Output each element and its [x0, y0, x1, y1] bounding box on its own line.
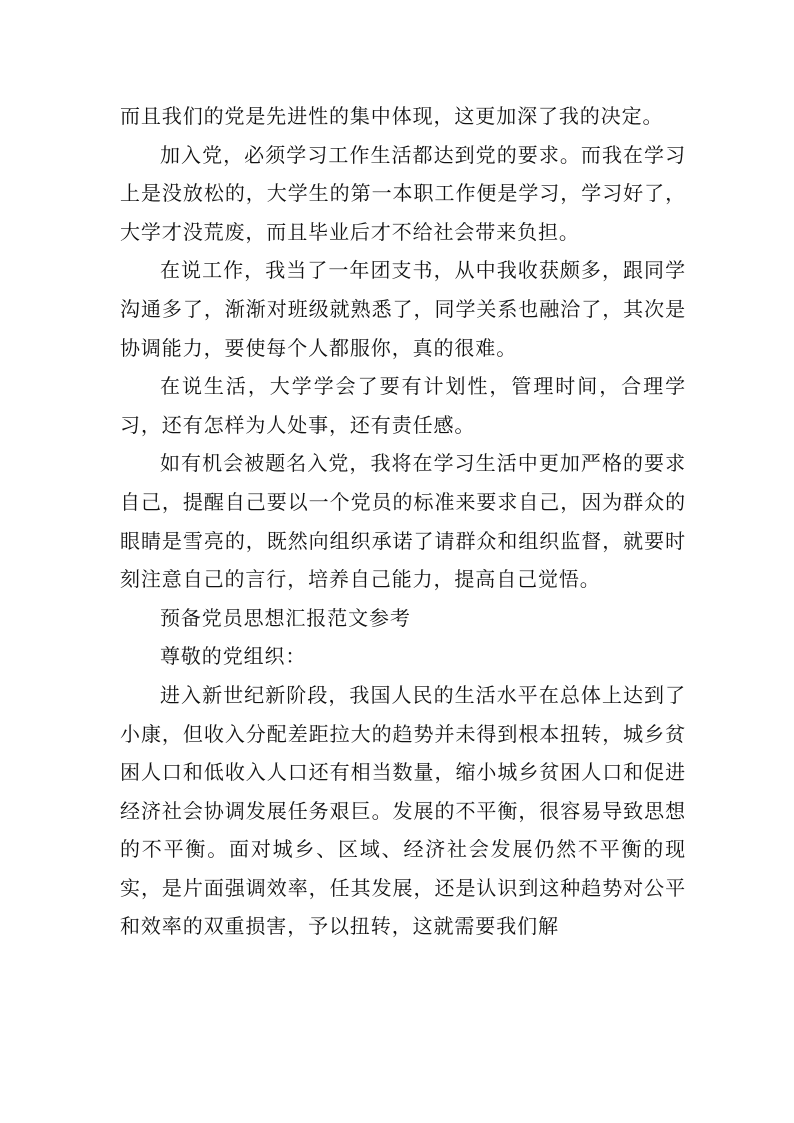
paragraph-4: 在说生活，大学学会了要有计划性，管理时间，合理学习，还有怎样为人处事，还有责任感。 — [120, 374, 686, 437]
paragraph-6: 进入新世纪新阶段，我国人民的生活水平在总体上达到了小康，但收入分配差距拉大的趋势并未得到根本扭转，城乡贫困人口和低收入人口还有相当数量，缩小城乡贫困人口和促进经济社会协调发展任务艰巨。发展的不平衡，很容易导致思想的不平衡。面对城乡、区域、经济社会发展仍然不平衡的现实，是片面强调效率，任其发展，还是认识到这种趋势对公平和效率的双重损害，予以扭转，这就需要我们解 — [120, 682, 686, 939]
paragraph-1: 而且我们的党是先进性的集中体现，这更加深了我的决定。 — [120, 104, 664, 128]
salutation: 尊敬的党组织： — [160, 644, 307, 669]
paragraph-2: 加入党，必须学习工作生活都达到党的要求。而我在学习上是没放松的，大学生的第一本职工作便是学习，学习好了，大学才没荒废，而且毕业后才不给社会带来负担。 — [120, 142, 686, 244]
document-body — [120, 97, 686, 946]
paragraph-5: 如有机会被题名入党，我将在学习生活中更加严格的要求自己，提醒自己要以一个党员的标准来要求自己，因为群众的眼睛是雪亮的，既然向组织承诺了请群众和组织监督，就要时刻注意自己的言行，培养自己能力，提高自己觉悟。 — [120, 451, 686, 592]
section-heading: 预备党员思想汇报范文参考 — [160, 605, 411, 630]
paragraph-3: 在说工作，我当了一年团支书，从中我收获颇多，跟同学沟通多了，渐渐对班级就熟悉了，同学关系也融洽了，其次是协调能力，要使每个人都服你，真的很难。 — [120, 258, 686, 360]
